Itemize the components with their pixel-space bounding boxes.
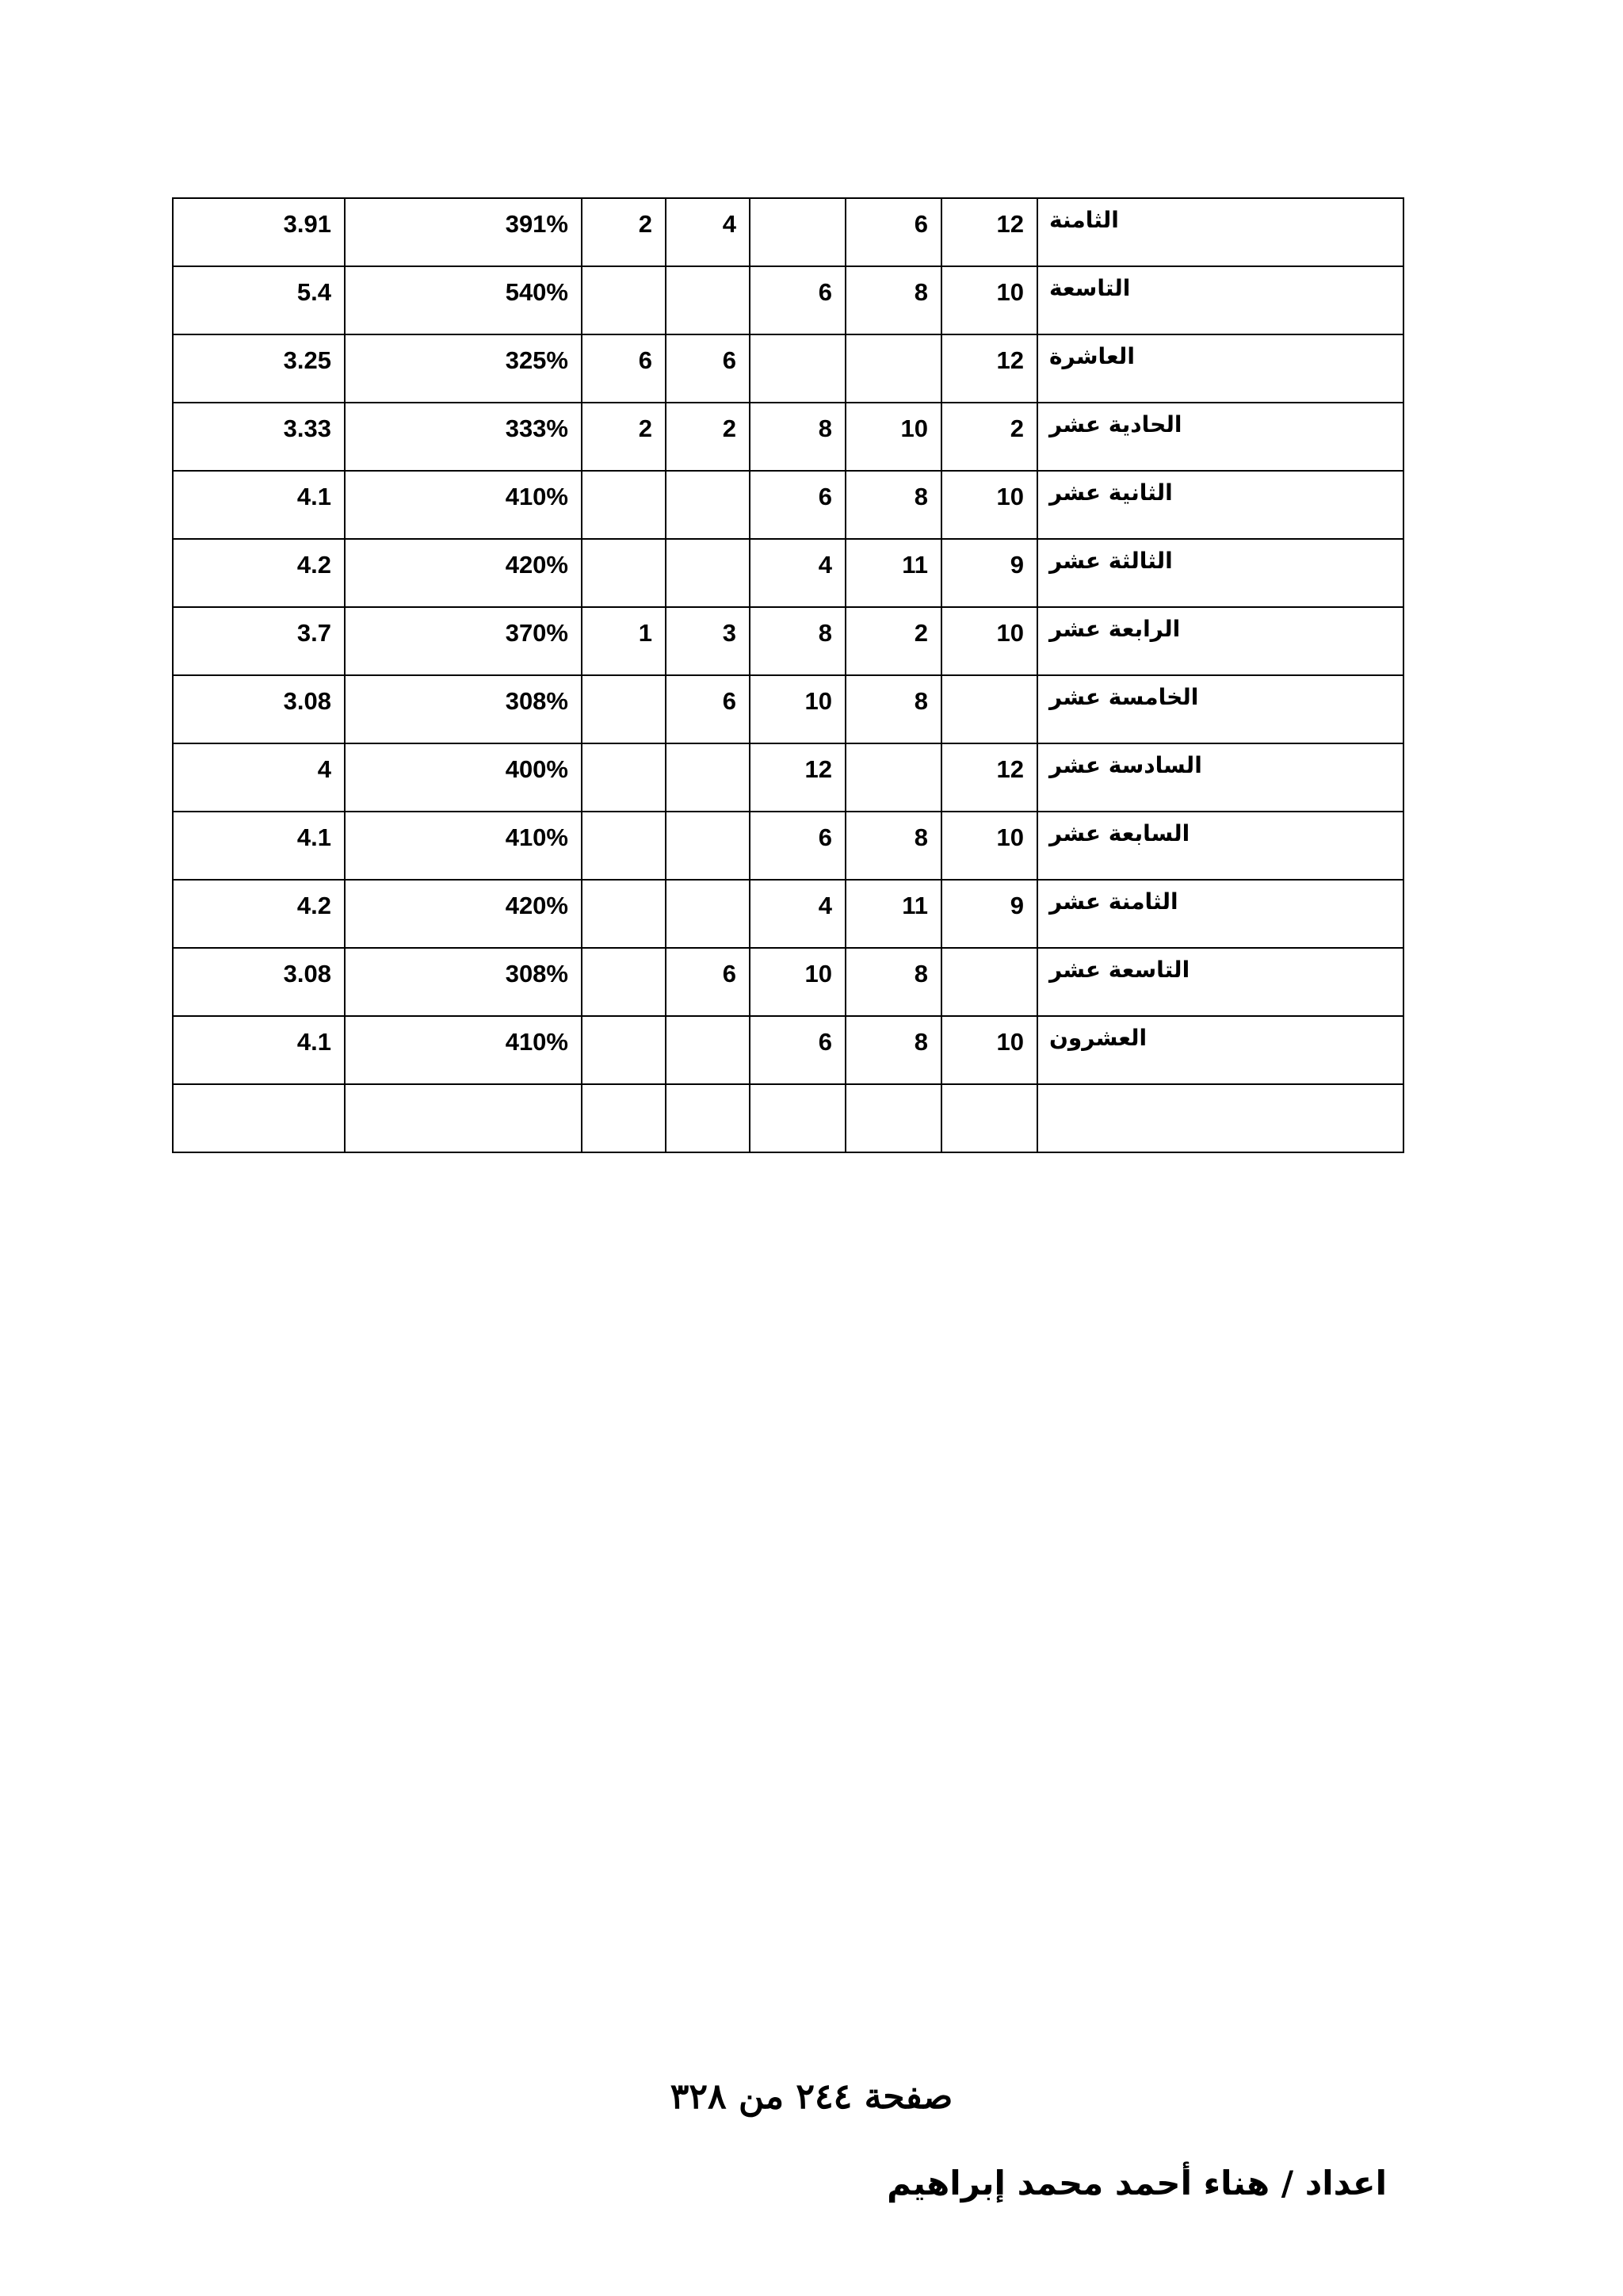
percent-cell: 410% [345,812,582,880]
percent-cell [345,1084,582,1152]
average-cell: 4.1 [173,812,345,880]
row-label: الرابعة عشر [1037,607,1403,675]
table-row [173,198,1403,266]
count-cell [666,880,750,948]
percent-cell: 420% [345,539,582,607]
average-cell [173,1084,345,1152]
count-cell: 11 [846,880,941,948]
average-cell: 4.2 [173,539,345,607]
count-cell [941,675,1037,743]
count-cell: 12 [750,743,846,812]
row-label [1037,1084,1403,1152]
percent-cell: 370% [345,607,582,675]
count-cell: 6 [750,471,846,539]
count-cell: 2 [941,403,1037,471]
count-cell: 10 [941,812,1037,880]
count-cell [666,812,750,880]
count-cell: 8 [750,403,846,471]
count-cell [666,539,750,607]
percent-cell: 400% [345,743,582,812]
percent-cell: 325% [345,334,582,403]
count-cell: 10 [941,471,1037,539]
count-cell [666,471,750,539]
count-cell [582,812,666,880]
percent-cell: 308% [345,675,582,743]
count-cell [750,334,846,403]
count-cell [582,1084,666,1152]
average-cell: 3.25 [173,334,345,403]
average-cell: 3.33 [173,403,345,471]
row-label: الثامنة عشر [1037,880,1403,948]
average-cell: 3.08 [173,675,345,743]
count-cell: 6 [666,675,750,743]
count-cell [846,1084,941,1152]
count-cell: 10 [750,948,846,1016]
table-row [173,403,1403,471]
count-cell: 10 [941,266,1037,334]
count-cell [582,743,666,812]
count-cell [666,1084,750,1152]
row-label: التاسعة عشر [1037,948,1403,1016]
row-label: الثانية عشر [1037,471,1403,539]
average-cell: 5.4 [173,266,345,334]
count-cell: 8 [750,607,846,675]
percent-cell: 308% [345,948,582,1016]
count-cell: 1 [582,607,666,675]
count-cell: 8 [846,1016,941,1084]
average-cell: 3.91 [173,198,345,266]
row-label: الثامنة [1037,198,1403,266]
count-cell: 8 [846,948,941,1016]
count-cell [666,743,750,812]
count-cell: 4 [666,198,750,266]
count-cell: 4 [750,539,846,607]
count-cell: 9 [941,880,1037,948]
count-cell: 6 [750,266,846,334]
count-cell: 2 [666,403,750,471]
average-cell: 4.1 [173,471,345,539]
count-cell: 6 [582,334,666,403]
average-cell: 4.1 [173,1016,345,1084]
count-cell [582,539,666,607]
count-cell [941,948,1037,1016]
average-cell: 4 [173,743,345,812]
row-label: العشرون [1037,1016,1403,1084]
count-cell [846,334,941,403]
page-number: صفحة ٢٤٤ من ٣٢٨ [670,2076,953,2117]
count-cell: 12 [941,743,1037,812]
count-cell: 10 [941,1016,1037,1084]
row-label: التاسعة [1037,266,1403,334]
results-table [172,197,1404,1153]
count-cell [750,198,846,266]
percent-cell: 420% [345,880,582,948]
table-row [173,607,1403,675]
table-row [173,471,1403,539]
percent-cell: 410% [345,471,582,539]
percent-cell: 391% [345,198,582,266]
count-cell: 10 [941,607,1037,675]
count-cell: 8 [846,266,941,334]
count-cell: 6 [846,198,941,266]
count-cell: 6 [666,948,750,1016]
row-label: العاشرة [1037,334,1403,403]
table-row [173,539,1403,607]
count-cell [941,1084,1037,1152]
count-cell: 6 [750,1016,846,1084]
table-row [173,948,1403,1016]
count-cell [666,1016,750,1084]
count-cell: 6 [666,334,750,403]
count-cell: 6 [750,812,846,880]
row-label: السابعة عشر [1037,812,1403,880]
table-row [173,334,1403,403]
table-row [173,266,1403,334]
average-cell: 4.2 [173,880,345,948]
average-cell: 3.7 [173,607,345,675]
count-cell: 2 [846,607,941,675]
row-label: الخامسة عشر [1037,675,1403,743]
count-cell: 3 [666,607,750,675]
count-cell: 12 [941,334,1037,403]
count-cell [582,880,666,948]
count-cell [582,266,666,334]
row-label: السادسة عشر [1037,743,1403,812]
count-cell: 12 [941,198,1037,266]
count-cell: 11 [846,539,941,607]
count-cell: 4 [750,880,846,948]
count-cell: 8 [846,675,941,743]
count-cell [582,1016,666,1084]
table-body [173,198,1403,1152]
average-cell: 3.08 [173,948,345,1016]
percent-cell: 540% [345,266,582,334]
count-cell: 10 [846,403,941,471]
count-cell: 9 [941,539,1037,607]
percent-cell: 410% [345,1016,582,1084]
count-cell [750,1084,846,1152]
count-cell [582,948,666,1016]
count-cell [846,743,941,812]
count-cell [666,266,750,334]
count-cell: 2 [582,403,666,471]
table-row [173,812,1403,880]
table-row [173,1016,1403,1084]
count-cell: 8 [846,471,941,539]
count-cell [582,675,666,743]
table-row [173,1084,1403,1152]
count-cell: 10 [750,675,846,743]
row-label: الثالثة عشر [1037,539,1403,607]
table-row [173,675,1403,743]
table-row [173,743,1403,812]
count-cell [582,471,666,539]
row-label: الحادية عشر [1037,403,1403,471]
count-cell: 8 [846,812,941,880]
table-row [173,880,1403,948]
percent-cell: 333% [345,403,582,471]
count-cell: 2 [582,198,666,266]
author-credit: اعداد / هناء أحمد محمد إبراهيم [887,2164,1387,2202]
